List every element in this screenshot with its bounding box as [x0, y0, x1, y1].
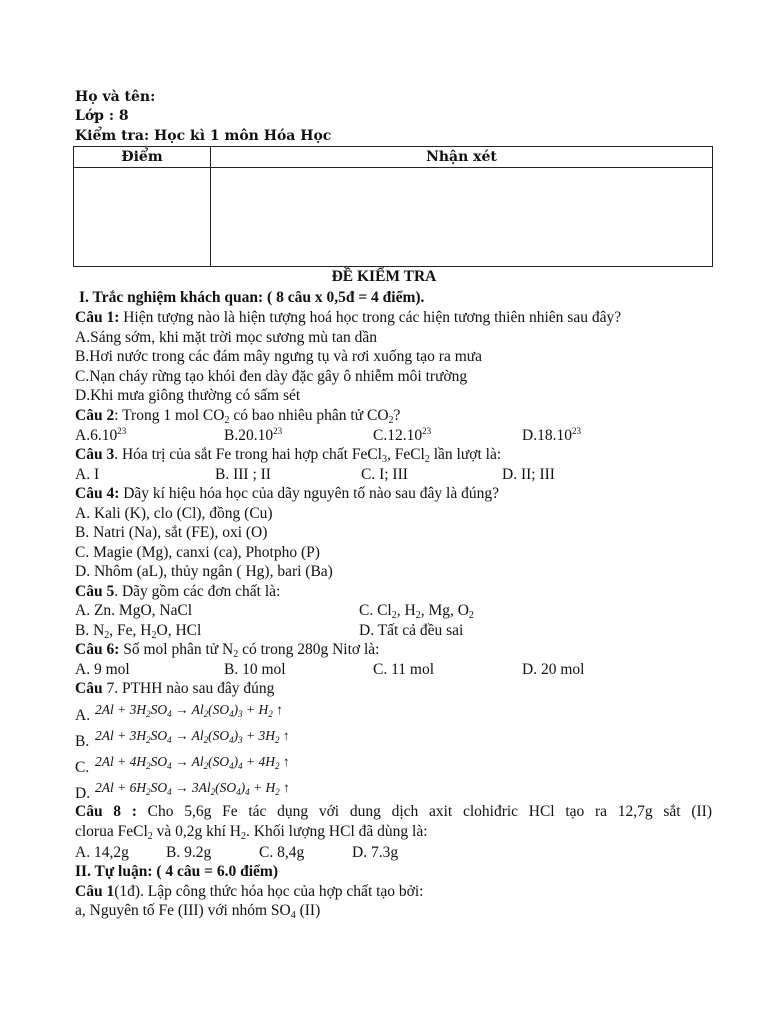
q2-option-c-text: C.12.10 — [373, 427, 423, 444]
eq-subscript: 2 — [203, 709, 209, 719]
q3-text: lần lượt là: — [429, 446, 502, 463]
eq-plus: + — [246, 702, 256, 717]
eq-subscript: 4 — [167, 709, 172, 719]
essay1-part-a-text: (II) — [295, 902, 321, 919]
q2-option-c — [373, 426, 431, 445]
q7-text: 7. PTHH nào sau đây đúng — [102, 680, 275, 697]
eq-subscript: 2 — [268, 709, 273, 719]
q4-stem — [75, 484, 499, 503]
q5-option-c — [359, 601, 474, 620]
exponent: 23 — [571, 426, 581, 436]
eq-arrow-icon: → — [175, 702, 189, 717]
q2-text: có bao nhiêu phân tử CO — [229, 407, 389, 424]
eq-symbol: SO — [212, 754, 230, 769]
q7-stem — [75, 679, 274, 698]
part2-title: II. Tự luận: ( 4 câu = 6.0 điểm) — [75, 863, 279, 880]
eq-subscript: 2 — [146, 709, 151, 719]
subscript: 2 — [415, 610, 421, 621]
q8-option-b: B. 9.2g — [166, 844, 212, 861]
q2-text: ? — [393, 407, 401, 424]
eq-subscript: 4 — [167, 787, 172, 797]
q6-option-d: D. 20 mol — [522, 661, 585, 678]
score-header: Điểm — [74, 147, 211, 168]
q7-option-c-letter: C. — [75, 759, 90, 776]
eq-symbol: SO — [219, 780, 237, 795]
eq-subscript: 2 — [146, 761, 151, 771]
q5-option-c-text: , H — [396, 602, 416, 619]
eq-coef: 3 — [258, 728, 266, 743]
q7-label: Câu — [75, 680, 103, 697]
q1-label: Câu 1: — [75, 309, 120, 326]
eq-coef: 6 — [129, 780, 137, 795]
eq-symbol: Al — [101, 780, 114, 795]
eq-subscript: 4 — [238, 761, 243, 771]
q5-option-d: D. Tất cả đều sai — [359, 622, 464, 639]
subscript: 2 — [468, 610, 474, 621]
eq-coef: 3 — [191, 780, 199, 795]
q4-option-b: B. Natri (Na), sắt (FE), oxi (O) — [75, 524, 268, 541]
essay1-label: Câu 1 — [75, 883, 115, 900]
q5-option-b-text: B. N — [75, 622, 105, 639]
comment-header: Nhận xét — [211, 147, 713, 168]
q2-option-a — [75, 426, 126, 445]
q5-label: Câu 5 — [75, 583, 115, 600]
grade-table — [73, 146, 713, 267]
q5-text: . Dãy gồm các đơn chất là: — [114, 583, 281, 600]
eq-symbol: H — [265, 780, 276, 795]
eq-symbol: Al — [191, 702, 204, 717]
q2-option-d — [522, 426, 581, 445]
q4-text: Dãy kí hiệu hóa học của dãy nguyên tố nào sau đây là đúng? — [119, 485, 499, 502]
essay1-part-a-text: a, Nguyên tố Fe (III) với nhóm SO — [75, 902, 291, 919]
eq-coef: 4 — [129, 754, 137, 769]
eq-plus: + — [246, 754, 256, 769]
q5-option-a: A. Zn. MgO, NaCl — [75, 602, 193, 619]
q5-option-b-text: , Fe, H — [109, 622, 152, 639]
eq-plus: + — [117, 728, 127, 743]
eq-subscript: 4 — [236, 787, 241, 797]
eq-subscript: 2 — [146, 735, 151, 745]
q8-text: clorua FeCl — [75, 823, 148, 840]
exponent: 23 — [117, 426, 127, 436]
essay1-stem — [75, 882, 424, 901]
q7-option-b-equation: $2Al + 3H_2SO_4 \to Al_2(SO_4)_3 + 3H_2$ ↑ — [95, 728, 290, 745]
eq-symbol: H — [136, 754, 147, 769]
q2-label: Câu 2 — [75, 407, 115, 424]
q8-stem-line1 — [75, 802, 712, 821]
subscript: 2 — [151, 630, 157, 641]
exponent: 23 — [422, 426, 432, 436]
comment-cell — [211, 168, 713, 267]
eq-plus: + — [117, 702, 127, 717]
eq-plus: + — [246, 728, 256, 743]
gas-up-arrow-icon: ↑ — [283, 780, 290, 795]
eq-subscript: 4 — [229, 735, 234, 745]
q3-text: . Hóa trị của sắt Fe trong hai hợp chất FeCl — [114, 446, 382, 463]
q8-text: và 0,2g khí H — [152, 823, 242, 840]
score-cell — [74, 168, 211, 267]
eq-plus: + — [117, 780, 127, 795]
eq-subscript: 2 — [210, 787, 216, 797]
eq-subscript: 4 — [167, 735, 172, 745]
q6-option-c: C. 11 mol — [373, 661, 435, 678]
eq-symbol: Al — [198, 780, 211, 795]
q3-subscript: 2 — [424, 454, 430, 465]
q2-subscript: 2 — [224, 415, 230, 426]
eq-symbol: Al — [191, 728, 204, 743]
q6-text: Số mol phân tử N — [119, 641, 234, 658]
q1-option-d: D.Khi mưa giông thường có sấm sét — [75, 387, 301, 404]
q2-subscript: 2 — [388, 415, 394, 426]
q8-label: Câu 8 : — [75, 803, 137, 820]
q6-text: có trong 280g Nitơ là: — [238, 641, 380, 658]
q1-option-a: A.Sáng sớm, khi mặt trời mọc sương mù tan dần — [75, 329, 378, 346]
eq-coef: 2 — [95, 780, 102, 795]
q5-option-c-text: C. Cl — [359, 602, 392, 619]
eq-symbol: H — [265, 728, 276, 743]
q2-option-d-text: D.18.10 — [522, 427, 572, 444]
q2-stem — [75, 406, 400, 425]
q7-option-a-letter: A. — [75, 707, 91, 724]
q5-stem — [75, 582, 280, 601]
q3-option-c: C. I; III — [361, 466, 408, 483]
eq-symbol: SO — [150, 702, 168, 717]
q2-option-b — [224, 426, 282, 445]
q4-option-c: C. Magie (Mg), canxi (ca), Photpho (P) — [75, 544, 320, 561]
eq-subscript: 4 — [229, 709, 234, 719]
student-name-label: Họ và tên: — [75, 89, 156, 105]
gas-up-arrow-icon: ↑ — [282, 728, 290, 743]
eq-subscript: 2 — [146, 787, 151, 797]
q2-option-a-text: A.6.10 — [75, 427, 118, 444]
eq-symbol: H — [136, 780, 147, 795]
q2-text: : Trong 1 mol CO — [114, 407, 225, 424]
eq-subscript: 4 — [167, 761, 172, 771]
eq-symbol: Al — [101, 754, 114, 769]
eq-coef: 4 — [258, 754, 266, 769]
eq-symbol: SO — [212, 702, 230, 717]
q6-subscript: 2 — [233, 649, 239, 660]
q8-subscript: 2 — [147, 831, 153, 842]
q4-option-d: D. Nhôm (aL), thủy ngân ( Hg), bari (Ba) — [75, 563, 333, 580]
eq-subscript: 4 — [229, 761, 234, 771]
q8-option-c: C. 8,4g — [259, 844, 305, 861]
gas-up-arrow-icon: ↑ — [276, 702, 283, 717]
eq-subscript: 3 — [238, 709, 243, 719]
eq-symbol: Al — [101, 702, 114, 717]
q3-option-b: B. III ; II — [215, 466, 271, 483]
eq-subscript: 2 — [203, 761, 209, 771]
q1-text: Hiện tượng nào là hiện tượng hoá học trong các hiện tương thiên nhiên sau đây? — [119, 309, 622, 326]
q3-label: Câu 3 — [75, 446, 115, 463]
q7-option-d-equation: $2Al + 6H_2SO_4 \to 3Al_2(SO_4)_4 + H_2$ ↑ — [95, 780, 290, 797]
q7-option-b-letter: B. — [75, 733, 90, 750]
eq-symbol: H — [136, 702, 147, 717]
q5-option-b — [75, 621, 201, 640]
eq-arrow-icon: → — [175, 754, 189, 769]
q3-option-d: D. II; III — [502, 466, 555, 483]
q6-option-a: A. 9 mol — [75, 661, 130, 678]
q7-option-a-equation: $2Al + 3H_2SO_4 \to Al_2(SO_4)_3 + H_2$ ↑ — [95, 702, 283, 719]
essay1-text: (1đ). Lập công thức hóa học của hợp chất tạo bởi: — [114, 883, 424, 900]
eq-symbol: SO — [150, 780, 168, 795]
eq-symbol: H — [258, 702, 269, 717]
eq-symbol: H — [265, 754, 276, 769]
part1-title: I. Trắc nghiệm khách quan: ( 8 câu x 0,5đ = 4 điểm). — [79, 289, 425, 306]
q6-stem — [75, 640, 379, 659]
eq-subscript: 3 — [238, 735, 243, 745]
eq-subscript: 4 — [245, 787, 250, 797]
q3-option-a: A. I — [75, 466, 100, 483]
q3-subscript: 3 — [381, 454, 387, 465]
eq-plus: + — [253, 780, 263, 795]
q1-stem — [75, 308, 621, 327]
class-label: Lớp : 8 — [75, 108, 129, 124]
q3-stem — [75, 445, 501, 464]
eq-coef: 2 — [95, 754, 102, 769]
q4-option-a: A. Kali (K), clo (Cl), đồng (Cu) — [75, 505, 273, 522]
eq-plus: + — [117, 754, 127, 769]
exam-subject-label: Kiểm tra: Học kì 1 môn Hóa Học — [75, 128, 332, 144]
q3-text: , FeCl — [386, 446, 425, 463]
q8-stem-line2 — [75, 822, 428, 841]
eq-symbol: SO — [150, 728, 168, 743]
q5-option-c-text: , Mg, O — [420, 602, 469, 619]
q4-label: Câu 4: — [75, 485, 120, 502]
exam-title: ĐỀ KIỂM TRA — [331, 268, 437, 285]
q8-text: . Khối lượng HCl đã dùng là: — [246, 823, 428, 840]
eq-subscript: 2 — [275, 787, 280, 797]
exponent: 23 — [273, 426, 283, 436]
q6-option-b: B. 10 mol — [224, 661, 286, 678]
subscript: 2 — [104, 630, 110, 641]
eq-coef: 3 — [129, 728, 137, 743]
q1-option-b: B.Hơi nước trong các đám mây ngưng tụ và rơi xuống tạo ra mưa — [75, 348, 483, 365]
q8-option-d: D. 7.3g — [352, 844, 399, 861]
eq-subscript: 2 — [275, 761, 280, 771]
q7-option-d-letter: D. — [75, 785, 91, 802]
q2-option-b-text: B.20.10 — [224, 427, 274, 444]
essay1-subscript: 4 — [290, 910, 296, 921]
eq-arrow-icon: → — [175, 780, 189, 795]
q8-text: Cho 5,6g Fe tác dụng với dung dịch axit clohiđric HCl tạo ra 12,7g sắt (II) — [136, 803, 712, 820]
q8-option-a: A. 14,2g — [75, 844, 129, 861]
q8-subscript: 2 — [241, 831, 247, 842]
essay1-part-a — [75, 901, 320, 920]
q1-option-c: C.Nạn cháy rừng tạo khói đen dày đặc gây ô nhiễm môi trường — [75, 368, 468, 385]
eq-arrow-icon: → — [175, 728, 189, 743]
q7-option-c-equation: $2Al + 4H_2SO_4 \to Al_2(SO_4)_4 + 4H_2$ ↑ — [95, 754, 290, 771]
eq-coef: 2 — [95, 728, 102, 743]
eq-coef: 2 — [95, 702, 102, 717]
eq-symbol: SO — [212, 728, 230, 743]
eq-coef: 3 — [129, 702, 137, 717]
q6-label: Câu 6: — [75, 641, 120, 658]
eq-symbol: Al — [191, 754, 204, 769]
eq-symbol: Al — [101, 728, 114, 743]
q5-option-b-text: O, HCl — [156, 622, 202, 639]
eq-subscript: 2 — [275, 735, 280, 745]
gas-up-arrow-icon: ↑ — [282, 754, 290, 769]
subscript: 2 — [391, 610, 397, 621]
eq-subscript: 2 — [203, 735, 209, 745]
eq-symbol: H — [136, 728, 147, 743]
eq-symbol: SO — [150, 754, 168, 769]
